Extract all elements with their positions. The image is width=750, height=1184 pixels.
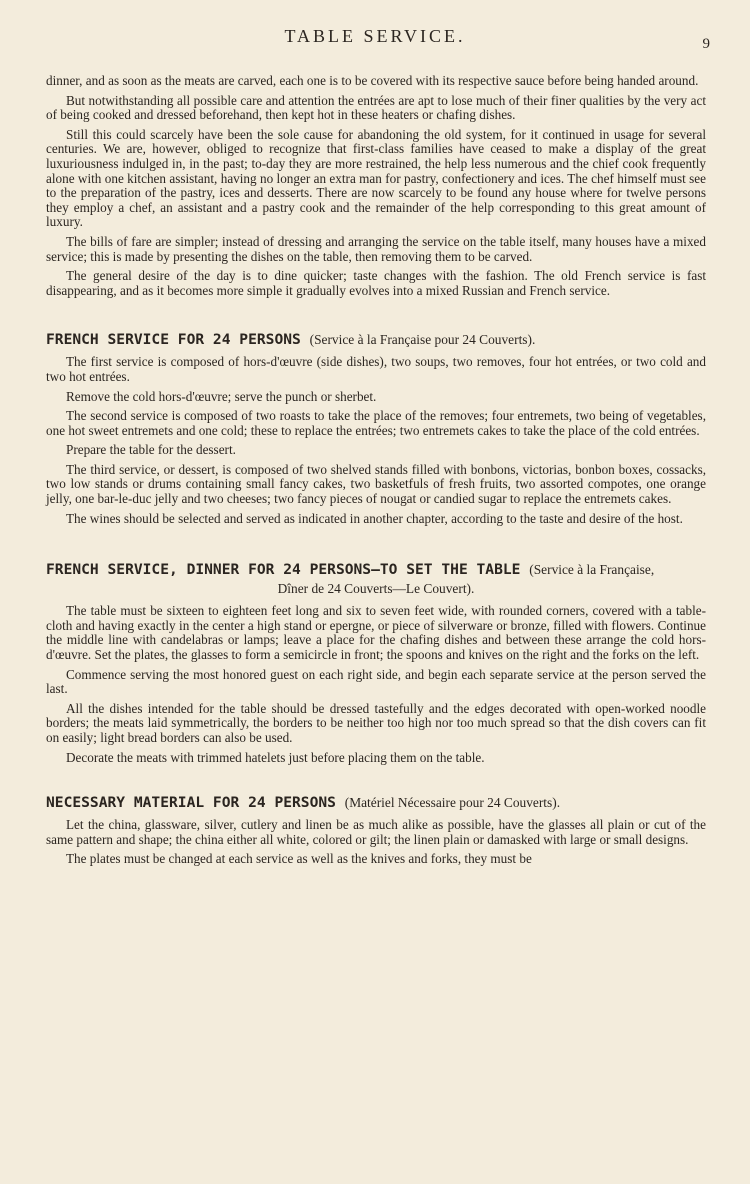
paragraph: Let the china, glassware, silver, cutlery and linen be as much alike as possible, have the glasses all plain or cut of the same pattern and shape; the china either all white, colored or gilt; the linen plain or damasked with large or small designs. bbox=[46, 817, 706, 847]
page-body bbox=[46, 74, 706, 872]
paragraph: All the dishes intended for the table should be dressed tastefully and the edges decorated with open-worked noodle borders; the meats laid symmetrically, the borders to be neither too high nor too much spread so that the dish covers can fit on easily; light bread borders can also be used. bbox=[46, 700, 706, 745]
section-title bbox=[46, 794, 706, 811]
paragraph: The second service is composed of two roasts to take the place of the removes; four entremets, two being of vegetables, one hot sweet entremets and one cold; these to replace the entrées; two entremets cakes to take the place of the cold entrées. bbox=[46, 408, 706, 438]
section-heading-french-service bbox=[46, 331, 706, 348]
spacer bbox=[46, 770, 706, 794]
paragraph: dinner, and as soon as the meats are carved, each one is to be covered with its respective sauce before being handed around. bbox=[46, 73, 699, 88]
paragraph: The table must be sixteen to eighteen feet long and six to seven feet wide, with rounded corners, covered with a table-cloth and having exactly in the center a high stand or epergne, or piece of silverware or bronze, filled with flowers. Continue the middle line with candelabras or lamps; leave a place for the chafing dishes and between these arrange the cold hors-d'œuvre. Set the plates, the glasses to form a semicircle in front; the spoons and knives on the right and the forks on the left. bbox=[46, 603, 706, 663]
running-head: TABLE SERVICE. bbox=[284, 26, 466, 46]
paragraph: The wines should be selected and served as indicated in another chapter, according to the taste and desire of the host. bbox=[66, 510, 683, 526]
paragraph: But notwithstanding all possible care and attention the entrées are apt to lose much of their finer qualities by the very act of being cooked and dressed beforehand, then kept hot in these heaters or chafing dishes. bbox=[46, 92, 706, 123]
section-title bbox=[46, 561, 706, 578]
section-heading-set-table bbox=[46, 561, 706, 597]
section-title bbox=[46, 331, 706, 348]
section-subtitle: (Matériel Nécessaire pour 24 Couverts). bbox=[344, 795, 561, 811]
paragraph: The plates must be changed at each service as well as the knives and forks, they must be bbox=[66, 851, 532, 867]
paragraph: The general desire of the day is to dine quicker; taste changes with the fashion. The old French service is fast disappearing, and as it becomes more simple it gradually evolves into a mixed Russian and French service. bbox=[46, 268, 706, 298]
page-number: 9 bbox=[702, 36, 710, 52]
spacer bbox=[46, 531, 706, 561]
spacer bbox=[46, 303, 706, 331]
section-subtitle: (Service à la Française, bbox=[529, 562, 655, 578]
paragraph: Commence serving the most honored guest on each right side, and begin each separate service at the person served the last. bbox=[46, 666, 706, 697]
paragraph: Prepare the table for the dessert. bbox=[66, 442, 236, 458]
section-heading-necessary-material bbox=[46, 794, 706, 811]
section-title-text: FRENCH SERVICE FOR 24 PERSONS bbox=[46, 331, 301, 349]
paragraph: Remove the cold hors-d'œuvre; serve the punch or sherbet. bbox=[66, 388, 377, 404]
section-title-text: NECESSARY MATERIAL FOR 24 PERSONS bbox=[46, 794, 336, 812]
paragraph: The bills of fare are simpler; instead of dressing and arranging the service on the table itself, many houses have a mixed service; this is made by presenting the dishes on the table, then removing them to be carved. bbox=[46, 233, 706, 264]
paragraph: Still this could scarcely have been the sole cause for abandoning the old system, for it continued in usage for several centuries. We are, however, obliged to recognize that first-class families have ceased to make a display of the great luxuriousness indulged in, in the past; to-day they are more restrained, the help less numerous and the chief cook frequently alone with one kitchen assistant, having no longer an extra man for pastry, confectionery and ices. The chef himself must see to the preparation of the pastry, ices and desserts. There are now scarcely to be found any house where for twelve persons they employ a chef, an assistant and a pastry cook and the remainder of the help corresponding to this great amount of luxury. bbox=[46, 126, 706, 230]
paragraph: The first service is composed of hors-d'œuvre (side dishes), two soups, two removes, four hot entrées, or two cold and two hot entrées. bbox=[46, 354, 706, 384]
section-subtitle-line: Dîner de 24 Couverts—Le Couvert). bbox=[277, 581, 475, 597]
section-title-text: FRENCH SERVICE, DINNER FOR 24 PERSONS—TO SET THE TABLE bbox=[46, 561, 521, 579]
section-subtitle: (Service à la Française pour 24 Couverts). bbox=[309, 332, 536, 348]
paragraph: Decorate the meats with trimmed hatelets just before placing them on the table. bbox=[66, 749, 485, 765]
paragraph: The third service, or dessert, is composed of two shelved stands filled with bonbons, victorias, bonbon boxes, cossacks, two low stands or drums containing small fancy cakes, two basketfuls of fresh fruits, two assorted compotes, one orange jelly, one bar-le-duc jelly and two cheeses; two fancy pieces of nougat or candied sugar to replace the entremets cakes. bbox=[46, 461, 706, 507]
